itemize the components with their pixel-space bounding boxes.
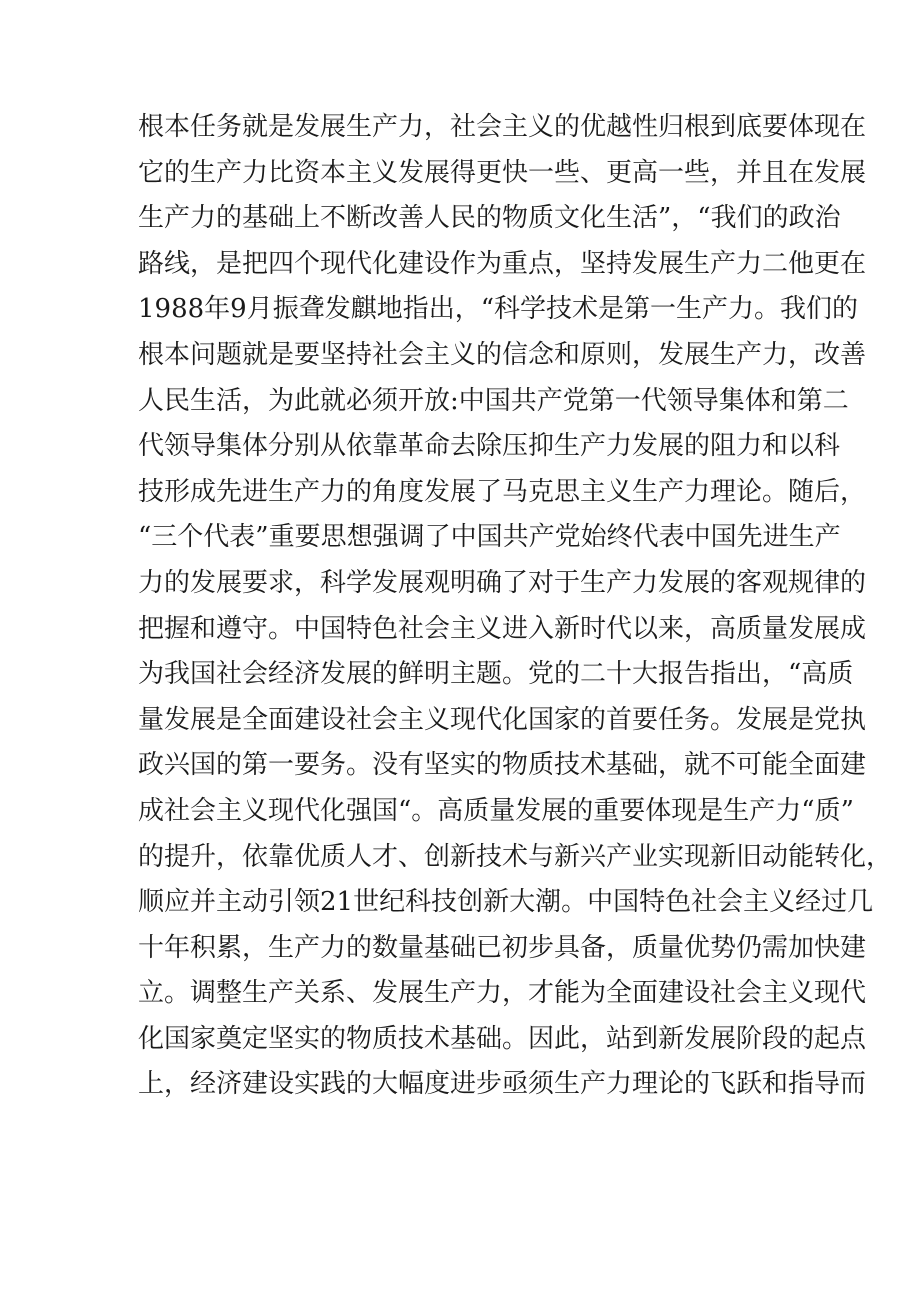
text-line: 立。调整生产关系、发展生产力，才能为全面建设社会主义现代 [138,978,867,1009]
text-line: 人民生活，为此就必须开放:中国共产党第一代领导集体和第二 [138,385,849,416]
text-line: “三个代表”重要思想强调了中国共产党始终代表中国先进生产 [138,522,841,553]
body-text [138,105,893,1108]
text-line: 生产力的基础上不断改善人民的物质文化生活”，“我们的政治 [138,203,841,234]
text-line: 力的发展要求，科学发展观明确了对于生产力发展的客观规律的 [138,567,867,598]
text-line: 量发展是全面建设社会主义现代化国家的首要任务。发展是党执 [138,704,867,735]
text-line: 为我国社会经济发展的鲜明主题。党的二十大报告指出，“高质 [138,659,854,690]
text-line: 技形成先进生产力的角度发展了马克思主义生产力理论。随后， [138,476,867,507]
text-line: 成社会主义现代化强国“。高质量发展的重要体现是生产力“质” [138,795,854,826]
text-line: 把握和遵守。中国特色社会主义进入新时代以来，高质量发展成 [138,613,867,644]
text-line: 顺应并主动引领21世纪科技创新大潮。中国特色社会主义经过几 [138,887,874,918]
text-line: 政兴国的第一要务。没有坚实的物质技术基础，就不可能全面建 [138,750,867,781]
text-line: 它的生产力比资本主义发展得更快一些、更高一些，并且在发展 [138,157,867,188]
text-line: 根本问题就是要坚持社会主义的信念和原则，发展生产力，改善 [138,339,867,370]
text-line: 十年积累，生产力的数量基础已初步具备，质量优势仍需加快建 [138,932,867,963]
text-line: 化国家奠定坚实的物质技术基础。因此，站到新发展阶段的起点 [138,1023,867,1054]
text-line: 上，经济建设实践的大幅度进步亟须生产力理论的飞跃和指导而 [138,1069,867,1100]
text-line: 1988年9月振聋发麒地指出，“科学技术是第一生产力。我们的 [138,294,859,325]
text-line: 路线，是把四个现代化建设作为重点，坚持发展生产力二他更在 [138,248,867,279]
text-line: 代领导集体分别从依靠革命去除压抑生产力发展的阻力和以科 [138,431,841,462]
text-line: 的提升，依靠优质人才、创新技术与新兴产业实现新旧动能转化， [138,841,893,872]
text-line: 根本任务就是发展生产力，社会主义的优越性归根到底要体现在 [138,112,867,142]
